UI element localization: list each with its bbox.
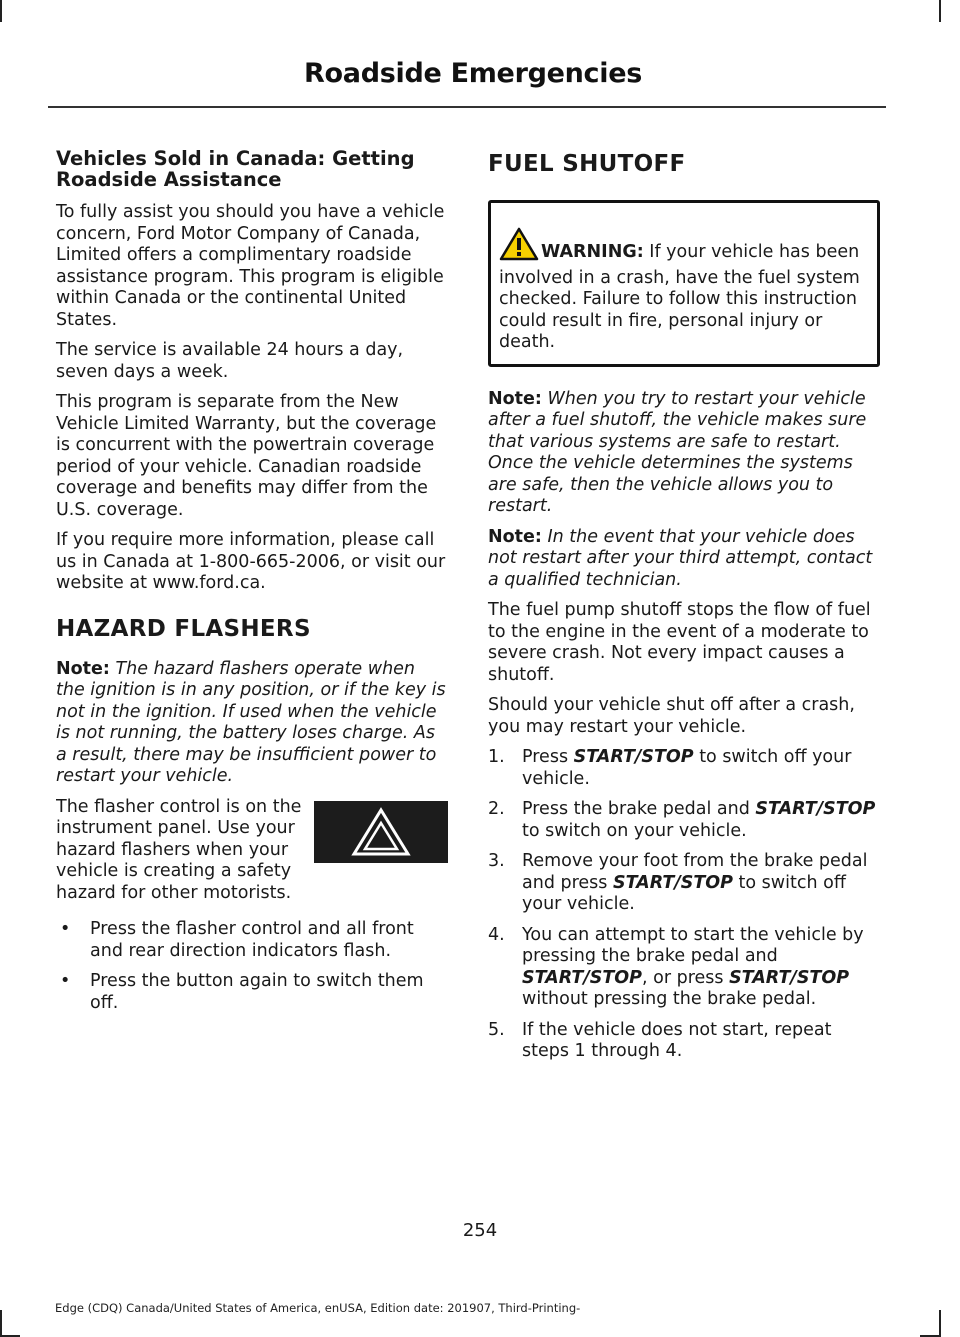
footer-edition-text: Edge (CDQ) Canada/United States of America, enUSA, Edition date: 201907, Third-Printing-	[55, 1301, 581, 1315]
list-item: • Press the flasher control and all front and rear direction indicators flash.	[56, 919, 448, 962]
step-text: If the vehicle does not start, repeat steps 1 through 4.	[522, 1019, 832, 1061]
fuel-paragraph-2: Should your vehicle shut off after a crash, you may restart your vehicle.	[488, 695, 855, 737]
step-text: You can attempt to start the vehicle by pressing the brake pedal and	[522, 924, 864, 966]
step-text: Press the brake pedal and	[522, 799, 756, 819]
canada-paragraph-1: To fully assist you should you have a vehicle concern, Ford Motor Company of Canada, Limited offers a complimentary roadside assistance program. This program is eligible within Canada or the continental United States.	[56, 202, 445, 330]
page-header-title: Roadside Emergencies	[304, 58, 642, 89]
crop-mark-top-right	[939, 0, 941, 22]
hazard-flashers-heading: HAZARD FLASHERS	[56, 615, 311, 642]
list-item	[488, 851, 880, 916]
hazard-note	[56, 659, 448, 788]
list-item: • Press the button again to switch them off.	[56, 971, 448, 1014]
note-text: In the event that your vehicle does not restart after your third attempt, contact a qualified technician.	[488, 526, 873, 590]
list-item	[488, 747, 880, 790]
crop-mark-bottom-left	[0, 1310, 2, 1337]
hazard-triangle-icon	[314, 801, 448, 863]
list-item	[488, 925, 880, 1011]
note-label: Note:	[56, 658, 110, 679]
hazard-paragraph: The flasher control is on the instrument panel. Use your hazard flashers when your vehicle is creating a safety hazard for other motorists.	[56, 796, 302, 903]
step-text: to switch off your vehicle.	[522, 747, 852, 789]
step-text: to switch off your vehicle.	[522, 872, 846, 914]
right-column	[488, 148, 880, 1072]
note-label: Note:	[488, 388, 542, 409]
restart-steps-list	[488, 747, 880, 1063]
warning-label: WARNING:	[541, 242, 644, 262]
warning-box	[488, 200, 880, 367]
note-text: The hazard flashers operate when the ignition is in any position, or if the key is not in the ignition. If used when the vehicle is not running, the battery loses charge. As a result, there may be insufficient power to restart your vehicle.	[56, 658, 446, 786]
fuel-shutoff-heading: FUEL SHUTOFF	[488, 151, 686, 177]
fuel-note-1	[488, 389, 880, 518]
step-text: to switch on your vehicle.	[522, 820, 747, 841]
step-text: , or press	[642, 967, 730, 988]
canada-assistance-heading: Vehicles Sold in Canada: Getting Roadside Assistance	[56, 147, 415, 191]
note-text: When you try to restart your vehicle after a fuel shutoff, the vehicle makes sure that various systems are safe to restart. Once the vehicle determines the systems are safe, then the vehicle allows you to restart.	[488, 388, 867, 516]
step-number: 5.	[488, 1019, 505, 1040]
start-stop-key: START/STOP	[755, 799, 876, 819]
canada-paragraph-4: If you require more information, please call us in Canada at 1-800-665-2006, or visit our website at www.ford.ca.	[56, 530, 446, 593]
step-number: 3.	[488, 851, 505, 871]
step-number: 4.	[488, 924, 505, 945]
warning-triangle-icon	[499, 227, 539, 268]
crop-mark-top-left	[0, 0, 2, 22]
canada-paragraph-2: The service is available 24 hours a day, seven days a week.	[56, 340, 404, 382]
canada-paragraph-3: This program is separate from the New Vehicle Limited Warranty, but the coverage is concurrent with the powertrain coverage period of your vehicle. Canadian roadside coverage and benefits may differ from the U.S. coverage.	[56, 392, 437, 520]
list-item	[488, 1020, 880, 1063]
left-column	[56, 148, 448, 1023]
list-item	[488, 799, 880, 842]
step-number: 2.	[488, 799, 505, 819]
step-text: Press	[522, 747, 574, 767]
hazard-control-block	[56, 797, 448, 914]
note-label: Note:	[488, 526, 542, 547]
fuel-paragraph-1: The fuel pump shutoff stops the flow of fuel to the engine in the event of a moderate to severe crash. Not every impact causes a shutoff.	[488, 600, 871, 685]
step-number: 1.	[488, 747, 505, 767]
start-stop-key: START/STOP	[573, 747, 694, 767]
step-text: Remove your foot from the brake pedal and press	[522, 851, 868, 893]
start-stop-key: START/STOP	[729, 967, 850, 988]
start-stop-key: START/STOP	[522, 967, 642, 988]
hazard-bullet-list	[56, 919, 448, 1014]
warning-text: If your vehicle has been involved in a crash, have the fuel system checked. Failure to follow this instruction could result in fire, personal injury or death.	[499, 242, 860, 352]
step-text: without pressing the brake pedal.	[522, 989, 817, 1009]
header-rule	[48, 106, 886, 108]
fuel-note-2	[488, 527, 880, 592]
crop-mark-bottom-right	[939, 1310, 941, 1337]
page-number: 254	[462, 1220, 498, 1241]
start-stop-key: START/STOP	[612, 872, 733, 893]
